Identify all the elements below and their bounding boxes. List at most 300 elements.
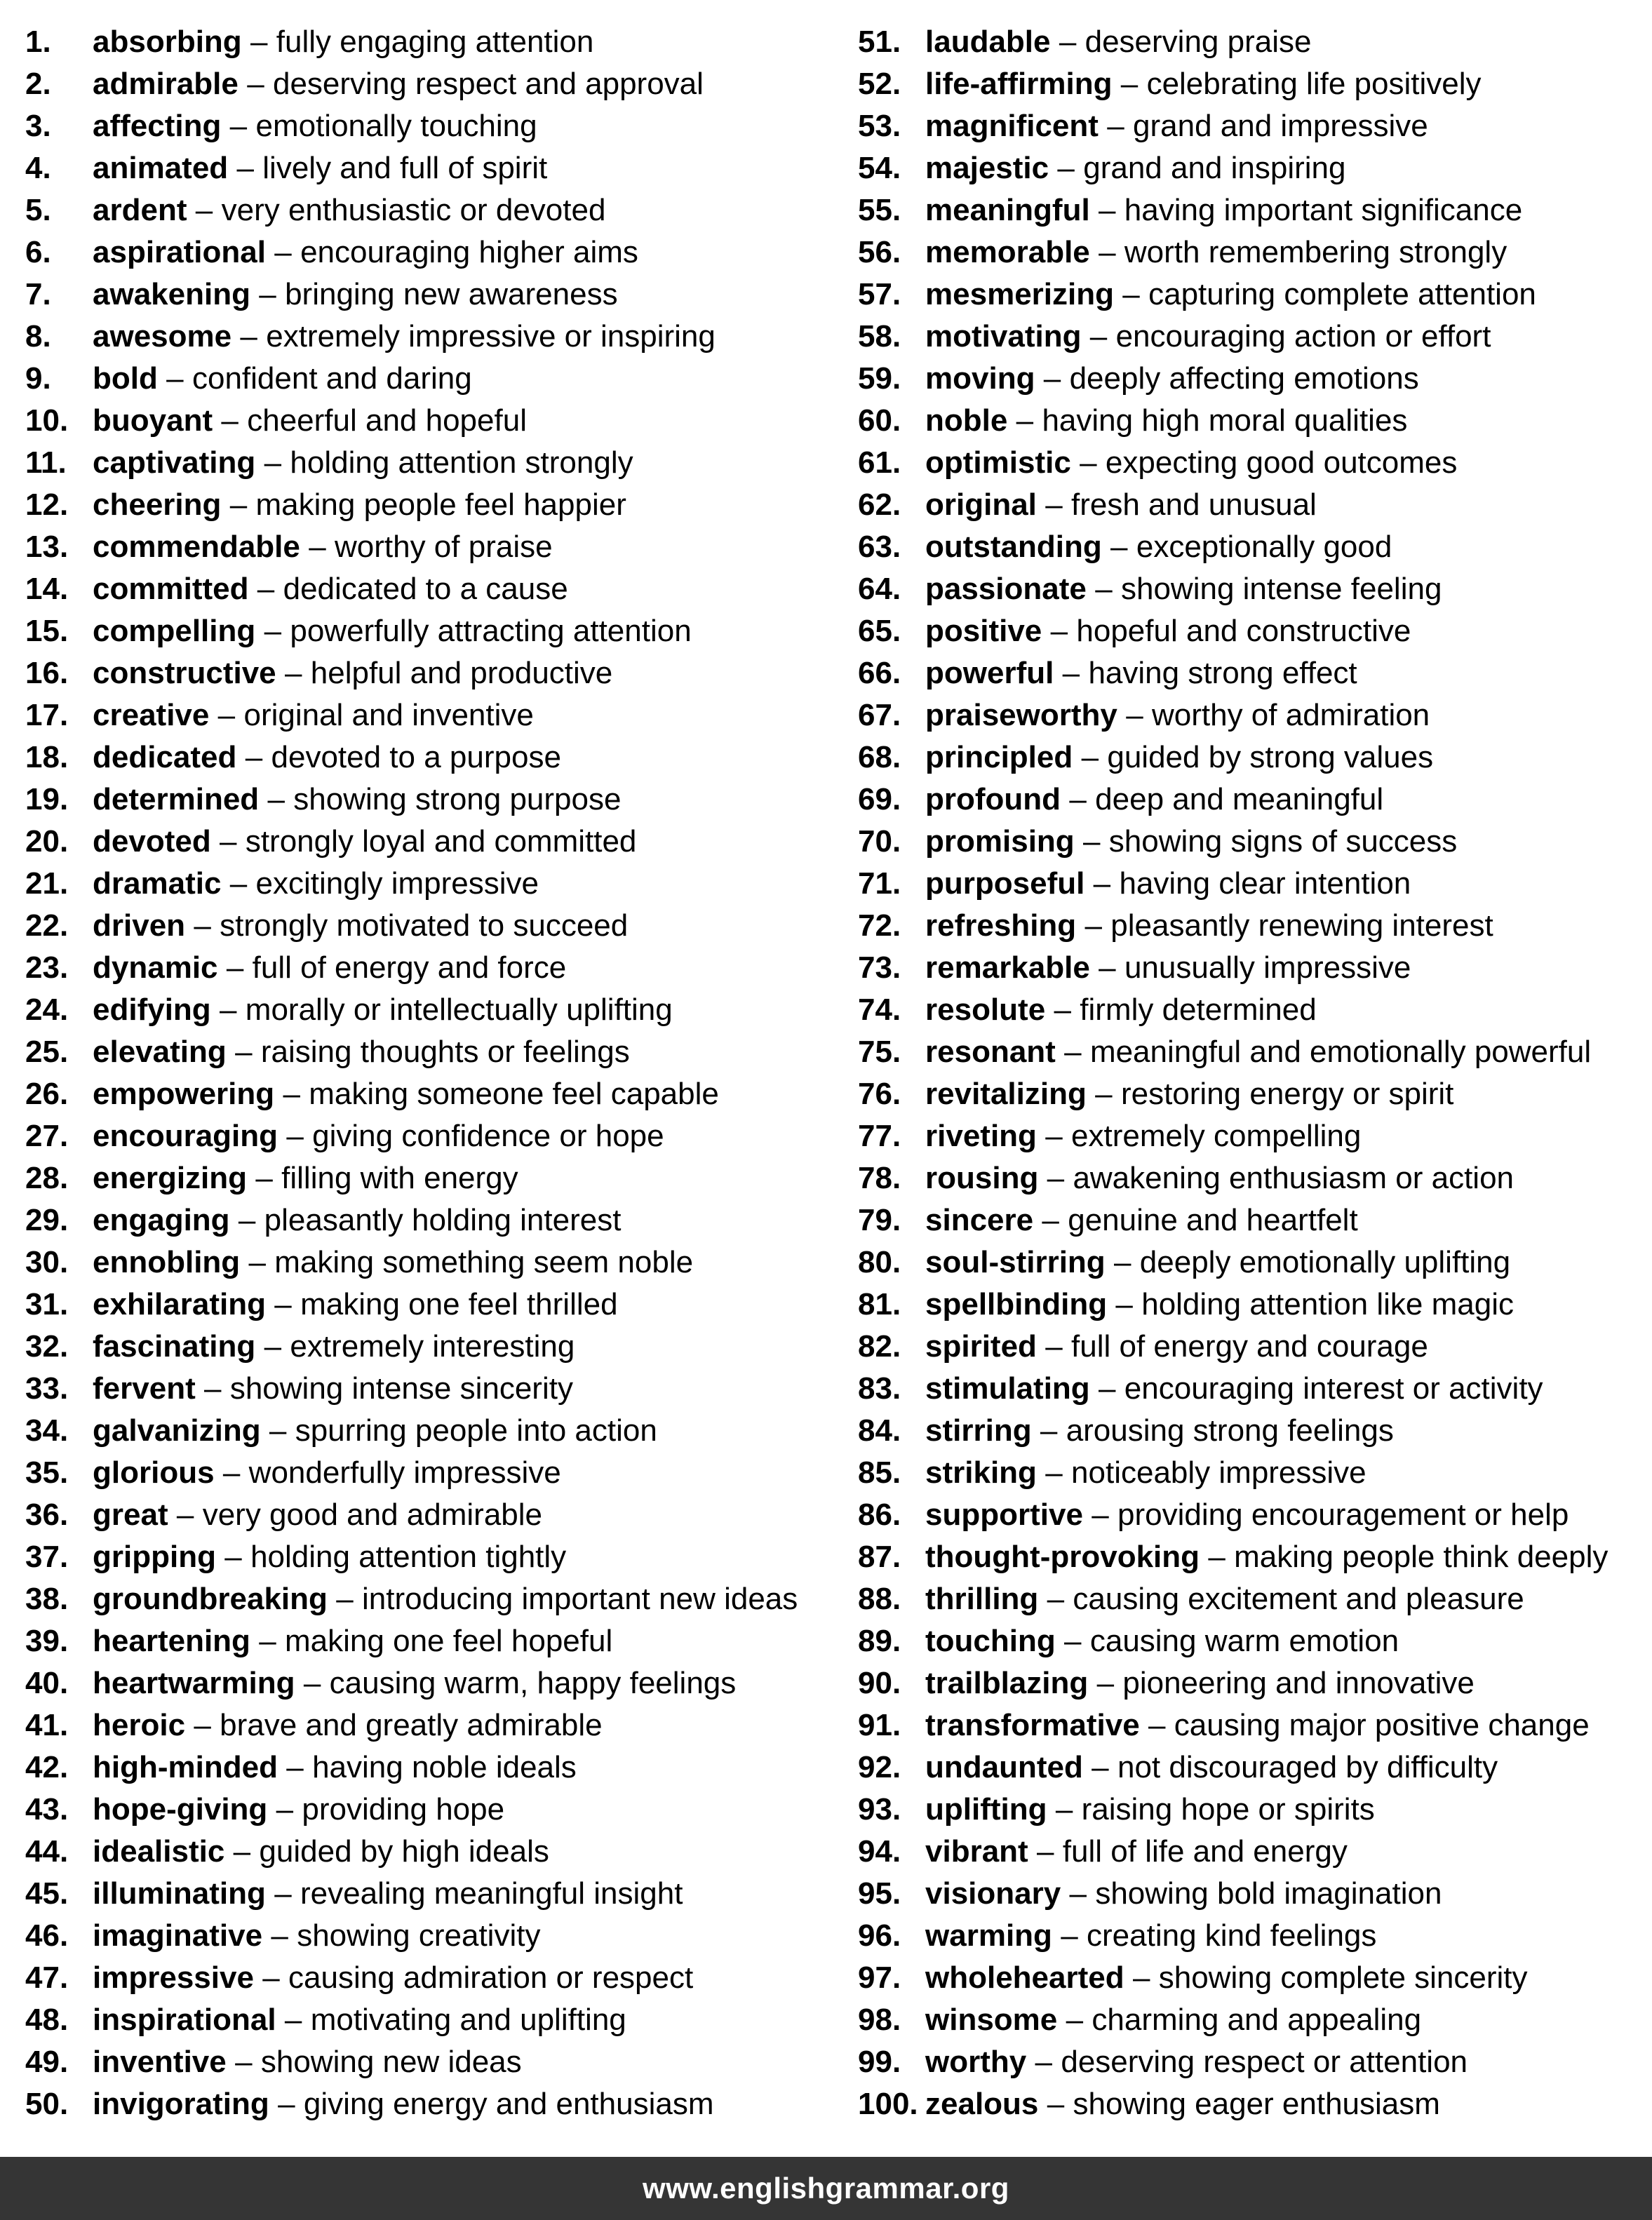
item-number: 25.	[25, 1035, 69, 1069]
item-definition: making someone feel capable	[309, 1077, 719, 1111]
item-number: 42.	[25, 1750, 69, 1784]
item-number: 38.	[25, 1582, 69, 1616]
item-definition: expecting good outcomes	[1105, 445, 1458, 480]
item-number: 15.	[25, 614, 69, 648]
item-dash: –	[1045, 487, 1063, 522]
item-number: 70.	[858, 824, 901, 859]
item-word: idealistic	[93, 1834, 225, 1869]
item-definition: motivating and uplifting	[310, 2003, 626, 2037]
list-item	[858, 231, 1647, 274]
list-item	[858, 989, 1647, 1031]
item-number: 35.	[25, 1455, 69, 1490]
item-number: 43.	[25, 1792, 69, 1827]
item-word: soul-stirring	[925, 1245, 1106, 1279]
item-definition: guided by strong values	[1107, 740, 1434, 774]
item-definition: helpful and productive	[310, 656, 613, 690]
list-item	[858, 694, 1647, 736]
item-dash: –	[195, 193, 213, 227]
item-word: profound	[925, 782, 1061, 816]
item-number: 78.	[858, 1161, 901, 1195]
item-dash: –	[255, 1161, 273, 1195]
item-number: 45.	[25, 1876, 69, 1911]
item-word: noble	[925, 403, 1008, 438]
item-word: supportive	[925, 1498, 1083, 1532]
list-item	[25, 989, 839, 1031]
item-number: 95.	[858, 1876, 901, 1911]
item-definition: extremely compelling	[1071, 1119, 1362, 1153]
item-word: hope-giving	[93, 1792, 268, 1827]
item-number: 54.	[858, 151, 901, 185]
list-item	[25, 1536, 839, 1578]
item-dash: –	[229, 109, 248, 143]
item-definition: having high moral qualities	[1042, 403, 1408, 438]
item-definition: deeply affecting emotions	[1069, 361, 1419, 396]
list-item	[858, 1704, 1647, 1747]
item-dash: –	[1099, 235, 1116, 269]
item-dash: –	[264, 445, 282, 480]
item-definition: fully engaging attention	[276, 25, 594, 59]
item-word: aspirational	[93, 235, 266, 269]
item-definition: pleasantly renewing interest	[1110, 908, 1493, 943]
item-definition: causing major positive change	[1174, 1708, 1590, 1742]
item-definition: full of energy and force	[252, 950, 567, 985]
item-number: 56.	[858, 235, 901, 269]
item-word: rousing	[925, 1161, 1039, 1195]
item-number: 17.	[25, 698, 69, 732]
item-word: winsome	[925, 2003, 1058, 2037]
item-definition: providing hope	[302, 1792, 505, 1827]
item-word: captivating	[93, 445, 256, 480]
list-item	[25, 1073, 839, 1115]
item-definition: lively and full of spirit	[262, 151, 548, 185]
item-word: dedicated	[93, 740, 237, 774]
item-dash: –	[220, 824, 237, 859]
item-dash: –	[226, 950, 244, 985]
item-dash: –	[221, 403, 239, 438]
item-word: inspirational	[93, 2003, 276, 2037]
item-number: 81.	[858, 1287, 901, 1321]
list-item	[25, 316, 839, 358]
list-item	[25, 358, 839, 400]
list-item	[25, 1199, 839, 1242]
item-number: 1.	[25, 25, 51, 59]
item-definition: extremely interesting	[290, 1329, 575, 1364]
item-dash: –	[1054, 993, 1071, 1027]
item-number: 44.	[25, 1834, 69, 1869]
item-dash: –	[229, 866, 248, 901]
item-dash: –	[1080, 445, 1097, 480]
item-number: 18.	[25, 740, 69, 774]
item-word: life-affirming	[925, 67, 1113, 101]
item-word: empowering	[93, 1077, 275, 1111]
list-item	[858, 1199, 1647, 1242]
item-word: absorbing	[93, 25, 242, 59]
item-dash: –	[204, 1371, 222, 1406]
item-word: galvanizing	[93, 1413, 261, 1448]
list-item	[858, 1242, 1647, 1284]
item-number: 36.	[25, 1498, 69, 1532]
item-dash: –	[1040, 1413, 1058, 1448]
item-word: riveting	[925, 1119, 1037, 1153]
item-number: 59.	[858, 361, 901, 396]
footer-url: www.englishgrammar.org	[643, 2172, 1009, 2205]
item-word: exhilarating	[93, 1287, 266, 1321]
list-item	[25, 1620, 839, 1662]
list-item	[25, 1873, 839, 1915]
list-item	[858, 947, 1647, 989]
list-item	[858, 189, 1647, 231]
item-word: striking	[925, 1455, 1037, 1490]
item-dash: –	[224, 1540, 242, 1574]
item-number: 37.	[25, 1540, 69, 1574]
item-number: 4.	[25, 151, 51, 185]
item-dash: –	[1057, 151, 1075, 185]
item-definition: worth remembering strongly	[1124, 235, 1507, 269]
item-number: 86.	[858, 1498, 901, 1532]
item-word: great	[93, 1498, 168, 1532]
item-dash: –	[1081, 740, 1099, 774]
item-dash: –	[1095, 572, 1113, 606]
list-item	[858, 1873, 1647, 1915]
list-item	[858, 1747, 1647, 1789]
item-number: 91.	[858, 1708, 901, 1742]
item-number: 83.	[858, 1371, 901, 1406]
item-number: 98.	[858, 2003, 901, 2037]
item-word: revitalizing	[925, 1077, 1087, 1111]
item-number: 75.	[858, 1035, 901, 1069]
item-number: 65.	[858, 614, 901, 648]
item-definition: showing intense sincerity	[229, 1371, 573, 1406]
list-item	[858, 442, 1647, 484]
item-word: transformative	[925, 1708, 1140, 1742]
item-dash: –	[235, 1035, 253, 1069]
item-definition: making one feel thrilled	[300, 1287, 618, 1321]
item-definition: worthy of admiration	[1151, 698, 1430, 732]
list-item	[25, 610, 839, 652]
item-definition: giving energy and enthusiasm	[303, 2087, 714, 2121]
item-word: admirable	[93, 67, 239, 101]
list-item	[858, 1789, 1647, 1831]
item-word: trailblazing	[925, 1666, 1089, 1700]
list-item	[858, 1326, 1647, 1368]
item-definition: causing warm emotion	[1089, 1624, 1399, 1658]
item-number: 73.	[858, 950, 901, 985]
item-definition: fresh and unusual	[1071, 487, 1317, 522]
item-definition: wonderfully impressive	[248, 1455, 561, 1490]
item-definition: raising thoughts or feelings	[260, 1035, 630, 1069]
item-dash: –	[1099, 1371, 1116, 1406]
item-word: vibrant	[925, 1834, 1028, 1869]
item-word: worthy	[925, 2045, 1027, 2079]
list-item	[25, 905, 839, 947]
item-definition: genuine and heartfelt	[1068, 1203, 1358, 1237]
item-number: 5.	[25, 193, 51, 227]
item-dash: –	[1069, 1876, 1087, 1911]
list-item	[25, 274, 839, 316]
item-dash: –	[1089, 319, 1108, 354]
item-word: principled	[925, 740, 1073, 774]
item-definition: full of life and energy	[1062, 1834, 1348, 1869]
item-number: 39.	[25, 1624, 69, 1658]
item-definition: strongly motivated to succeed	[220, 908, 629, 943]
list-item	[858, 652, 1647, 694]
list-item	[25, 63, 839, 105]
item-number: 84.	[858, 1413, 901, 1448]
item-word: magnificent	[925, 109, 1099, 143]
item-number: 41.	[25, 1708, 69, 1742]
item-dash: –	[1132, 1960, 1150, 1995]
item-dash: –	[303, 1666, 321, 1700]
item-definition: making people think deeply	[1234, 1540, 1609, 1574]
list-item	[858, 821, 1647, 863]
item-definition: arousing strong feelings	[1066, 1413, 1394, 1448]
item-number: 55.	[858, 193, 901, 227]
item-dash: –	[1047, 2087, 1065, 2121]
item-number: 13.	[25, 530, 69, 564]
item-dash: –	[1035, 2045, 1053, 2079]
item-dash: –	[259, 277, 276, 311]
item-dash: –	[1042, 1203, 1059, 1237]
item-word: heartening	[93, 1624, 250, 1658]
list-item	[25, 105, 839, 147]
list-item	[858, 147, 1647, 189]
item-number: 76.	[858, 1077, 901, 1111]
item-word: optimistic	[925, 445, 1071, 480]
item-word: high-minded	[93, 1750, 278, 1784]
item-definition: pleasantly holding interest	[264, 1203, 622, 1237]
item-word: undaunted	[925, 1750, 1083, 1784]
item-dash: –	[284, 656, 302, 690]
item-dash: –	[1083, 824, 1101, 859]
item-dash: –	[269, 1413, 287, 1448]
list-item	[25, 1452, 839, 1494]
item-definition: emotionally touching	[255, 109, 537, 143]
item-dash: –	[1115, 1287, 1133, 1321]
item-number: 68.	[858, 740, 901, 774]
item-dash: –	[236, 151, 254, 185]
item-number: 23.	[25, 950, 69, 985]
item-word: cheering	[93, 487, 222, 522]
list-item	[858, 1536, 1647, 1578]
item-definition: showing eager enthusiasm	[1073, 2087, 1440, 2121]
list-item	[858, 1157, 1647, 1199]
item-dash: –	[1114, 1245, 1131, 1279]
item-definition: providing encouragement or help	[1117, 1498, 1569, 1532]
item-word: heartwarming	[93, 1666, 295, 1700]
footer-bar	[0, 2157, 1652, 2220]
list-item	[858, 63, 1647, 105]
item-word: original	[925, 487, 1037, 522]
list-item	[25, 1368, 839, 1410]
item-definition: dedicated to a cause	[283, 572, 568, 606]
item-word: elevating	[93, 1035, 227, 1069]
item-dash: –	[264, 614, 282, 648]
item-definition: showing signs of success	[1108, 824, 1458, 859]
item-word: visionary	[925, 1876, 1061, 1911]
list-item	[25, 1662, 839, 1704]
item-word: stirring	[925, 1413, 1032, 1448]
item-definition: capturing complete attention	[1148, 277, 1536, 311]
word-list-column-left	[25, 21, 839, 2125]
item-dash: –	[1045, 1119, 1063, 1153]
item-number: 69.	[858, 782, 901, 816]
item-word: gripping	[93, 1540, 216, 1574]
item-number: 79.	[858, 1203, 901, 1237]
item-dash: –	[267, 782, 285, 816]
item-dash: –	[286, 1750, 304, 1784]
list-item	[858, 1831, 1647, 1873]
list-item	[858, 1957, 1647, 1999]
item-number: 63.	[858, 530, 901, 564]
item-word: spirited	[925, 1329, 1037, 1364]
item-dash: –	[245, 740, 263, 774]
item-word: animated	[93, 151, 229, 185]
item-dash: –	[238, 1203, 256, 1237]
list-item	[858, 905, 1647, 947]
list-item	[858, 316, 1647, 358]
item-definition: unusually impressive	[1124, 950, 1411, 985]
list-item	[25, 189, 839, 231]
item-word: groundbreaking	[93, 1582, 328, 1616]
item-dash: –	[220, 993, 237, 1027]
item-dash: –	[336, 1582, 354, 1616]
item-definition: noticeably impressive	[1071, 1455, 1366, 1490]
item-definition: exceptionally good	[1136, 530, 1392, 564]
item-number: 100.	[858, 2087, 918, 2121]
item-definition: deserving praise	[1084, 25, 1312, 59]
item-word: bold	[93, 361, 158, 396]
item-dash: –	[194, 908, 211, 943]
item-word: constructive	[93, 656, 276, 690]
list-item	[858, 1494, 1647, 1536]
list-item	[25, 1242, 839, 1284]
list-item	[858, 358, 1647, 400]
list-item	[25, 1031, 839, 1073]
item-word: determined	[93, 782, 260, 816]
item-word: resolute	[925, 993, 1046, 1027]
item-number: 31.	[25, 1287, 69, 1321]
item-number: 80.	[858, 1245, 901, 1279]
item-definition: full of energy and courage	[1071, 1329, 1428, 1364]
item-number: 33.	[25, 1371, 69, 1406]
item-definition: deserving respect or attention	[1061, 2045, 1468, 2079]
item-number: 30.	[25, 1245, 69, 1279]
list-item	[25, 736, 839, 779]
item-number: 92.	[858, 1750, 901, 1784]
item-number: 46.	[25, 1918, 69, 1953]
item-word: touching	[925, 1624, 1056, 1658]
item-dash: –	[1037, 1834, 1054, 1869]
item-word: heroic	[93, 1708, 186, 1742]
item-dash: –	[262, 1960, 280, 1995]
item-number: 58.	[858, 319, 901, 354]
item-number: 74.	[858, 993, 901, 1027]
item-dash: –	[1107, 109, 1124, 143]
item-definition: morally or intellectually uplifting	[245, 993, 673, 1027]
list-item	[858, 400, 1647, 442]
item-dash: –	[1066, 2003, 1084, 2037]
item-number: 94.	[858, 1834, 901, 1869]
list-item	[858, 1284, 1647, 1326]
item-word: mesmerizing	[925, 277, 1114, 311]
item-dash: –	[194, 1708, 211, 1742]
item-dash: –	[1064, 1035, 1082, 1069]
item-dash: –	[274, 1287, 292, 1321]
item-number: 20.	[25, 824, 69, 859]
item-definition: showing complete sincerity	[1158, 1960, 1528, 1995]
list-item	[858, 736, 1647, 779]
item-definition: introducing important new ideas	[362, 1582, 798, 1616]
item-definition: hopeful and constructive	[1076, 614, 1411, 648]
item-word: creative	[93, 698, 210, 732]
item-dash: –	[1095, 1077, 1113, 1111]
item-dash: –	[217, 698, 236, 732]
item-definition: causing warm, happy feelings	[329, 1666, 737, 1700]
list-item	[858, 526, 1647, 568]
list-item	[25, 568, 839, 610]
item-word: memorable	[925, 235, 1090, 269]
item-dash: –	[1055, 1792, 1073, 1827]
list-item	[25, 526, 839, 568]
item-dash: –	[1110, 530, 1128, 564]
list-item	[858, 1915, 1647, 1957]
item-dash: –	[240, 319, 257, 354]
item-dash: –	[176, 1498, 194, 1532]
list-item	[858, 1662, 1647, 1704]
item-definition: excitingly impressive	[255, 866, 539, 901]
item-number: 96.	[858, 1918, 901, 1953]
item-definition: showing strong purpose	[293, 782, 622, 816]
item-number: 97.	[858, 1960, 901, 1995]
item-number: 3.	[25, 109, 51, 143]
list-item	[25, 1704, 839, 1747]
list-item	[858, 1452, 1647, 1494]
list-item	[25, 400, 839, 442]
item-word: refreshing	[925, 908, 1077, 943]
list-item	[858, 1073, 1647, 1115]
item-definition: guided by high ideals	[259, 1834, 549, 1869]
list-item	[858, 1999, 1647, 2041]
item-word: inventive	[93, 2045, 227, 2079]
list-item	[858, 1410, 1647, 1452]
item-word: laudable	[925, 25, 1051, 59]
item-dash: –	[229, 487, 248, 522]
item-dash: –	[1084, 908, 1102, 943]
item-dash: –	[1126, 698, 1143, 732]
item-word: thought-provoking	[925, 1540, 1200, 1574]
item-number: 87.	[858, 1540, 901, 1574]
item-dash: –	[271, 1918, 288, 1953]
item-number: 64.	[858, 572, 901, 606]
item-word: promising	[925, 824, 1075, 859]
item-dash: –	[1099, 193, 1116, 227]
list-item	[25, 442, 839, 484]
item-number: 82.	[858, 1329, 901, 1364]
item-definition: cheerful and hopeful	[247, 403, 527, 438]
item-dash: –	[264, 1329, 282, 1364]
list-item	[858, 779, 1647, 821]
item-number: 9.	[25, 361, 51, 396]
item-number: 71.	[858, 866, 901, 901]
item-definition: confident and daring	[192, 361, 472, 396]
item-definition: not discouraged by difficulty	[1117, 1750, 1498, 1784]
list-item	[858, 1031, 1647, 1073]
item-number: 22.	[25, 908, 69, 943]
item-number: 24.	[25, 993, 69, 1027]
item-number: 77.	[858, 1119, 901, 1153]
item-number: 62.	[858, 487, 901, 522]
item-dash: –	[235, 2045, 253, 2079]
